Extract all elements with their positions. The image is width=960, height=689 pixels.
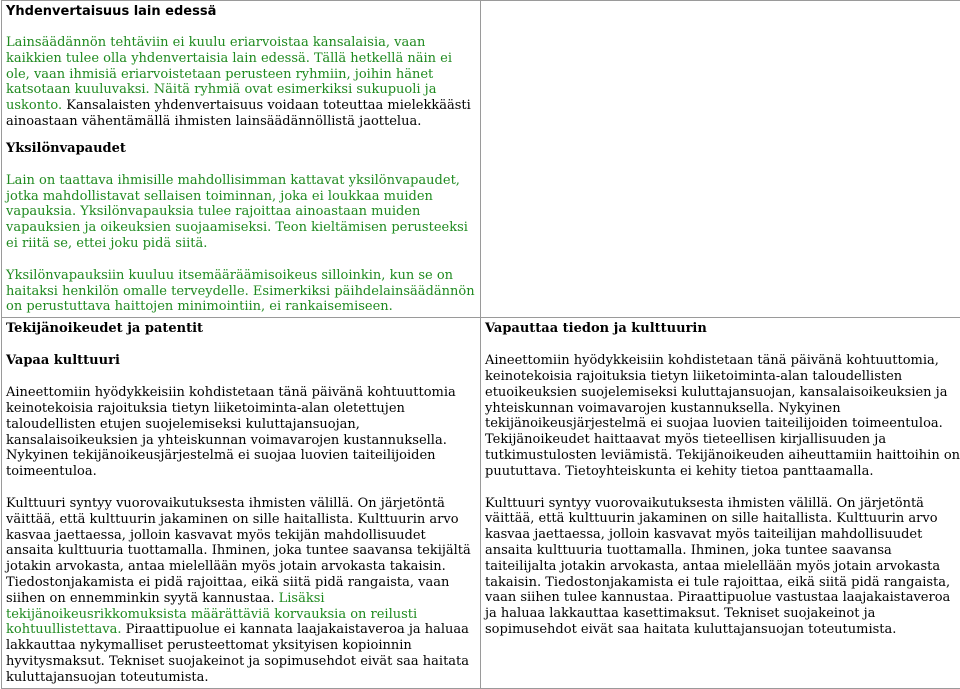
copyright-cell [2, 318, 481, 688]
liberate-paragraph-1: Aineettomiin hyödykkeisiin kohdistetaan tänä päivänä kohtuuttomia, keinotekoisia rajoituksia tietyn liiketoiminta-alan taloudellisten etuoikeuksien suojelemiseksi kuluttajansuojan, kansalaisoikeuksien ja yhteiskunnan voimavarojen kustannuksella. Nykyinen tekijänoikeusjärjestelmä ei suojaa luovien taiteilijoiden toimeentuloa. Tekijänoikeudet haittaavat myös tieteellisen kirjallisuuden ja tutkimustulosten leviämistä. Tekijänoikeuden aiheuttamiin haittoihin on puututtava. Tietoyhteiskunta ei kehity tietoa panttaamalla. [485, 353, 960, 479]
freedoms-subtitle: Yksilönvapaudet [6, 141, 476, 157]
culture-text-b: Piraattipuolue ei kannata laajakaistaveroa ja haluaa lakkauttaa nykymalliset perusteettomat yksityisen kopioinnin hyvitysmaksut. Tekniset suojakeinot ja sopimusehdot eivät saa haitata kuluttajansuojan toteutumista. [6, 622, 469, 684]
table-row [2, 1, 960, 318]
equality-paragraph [6, 35, 476, 130]
equality-text-black: Kansalaisten yhdenvertaisuus voidaan toteuttaa mielekkäästi ainoastaan vähentämällä ihmisten lainsäädännöllistä jaottelua. [6, 98, 471, 129]
section-title: Yhdenvertaisuus lain edessä [6, 4, 476, 20]
freedoms-paragraph: Lain on taattava ihmisille mahdollisimman kattavat yksilönvapaudet, jotka mahdollistavat sellaisen toiminnan, joka ei loukkaa muiden vapauksia. Yksilönvapauksia tulee rajoittaa ainoastaan muiden vapauksien ja oikeuksien suojaamiseksi. Teon kieltämisen perusteeksi ei riitä se, ettei joku pidä siitä. [6, 173, 476, 252]
liberate-cell [481, 318, 960, 688]
comparison-table [1, 0, 960, 689]
copyright-paragraph-1: Aineettomiin hyödykkeisiin kohdistetaan tänä päivänä kohtuuttomia keinotekoisia rajoituksia tietyn liiketoiminta-alan oletettujen taloudellisten etujen suojelemiseksi kuluttajansuojan, kansalaisoikeuksien ja yhteiskunnan voimavarojen kustannuksella. Nykyinen tekijänoikeusjärjestelmä ei suojaa luovien taiteilijoiden toimeentuloa. [6, 385, 476, 480]
copyright-heading: Tekijänoikeudet ja patentit [6, 321, 476, 337]
liberate-paragraph-2: Kulttuuri syntyy vuorovaikutuksesta ihmisten välillä. On järjetöntä väittää, että kulttuurin jakaminen on sille haitallista. Kulttuurin arvo kasvaa jaettaessa, jolloin kasvavat myös taiteilijan mahdollisuudet ansaita kulttuuria tuottamalla. Ihminen, joka tuntee saavansa taiteilijalta jotakin arvokasta, antaa mielellään myös jotain arvokasta takaisin. Tiedostonjakamista ei tule rajoittaa, eikä siitä pidä rangaista, vaan siihen tulee kannustaa. Piraattipuolue vastustaa laajakaistaveroa ja haluaa lakkauttaa kasettimaksut. Tekniset suojakeinot ja sopimusehdot eivät saa haitata kuluttajansuojan toteutumista. [485, 496, 960, 638]
culture-text-a: Kulttuuri syntyy vuorovaikutuksesta ihmisten välillä. On järjetöntä väittää, että kulttuurin jakaminen on sille haitallista. Kulttuurin arvo kasvaa jaettaessa, jolloin kasvavat myös tekijän mahdollisuudet ansaita kulttuuria tuottamalla. Ihminen, joka tuntee saavansa tekijältä jotakin arvokasta, antaa mielellään myös jotain arvokasta takaisin. Tiedostonjakamista ei pidä rajoittaa, eikä siitä pidä rangaista, vaan siihen on ennemminkin syytä kannustaa. [6, 496, 471, 606]
free-culture-subheading: Vapaa kulttuuri [6, 353, 476, 369]
copyright-paragraph-2 [6, 496, 476, 686]
empty-cell [481, 1, 960, 318]
table-row [2, 318, 960, 688]
self-determination-paragraph: Yksilönvapauksiin kuuluu itsemääräämisoikeus silloinkin, kun se on haitaksi henkilön omalle terveydelle. Esimerkiksi päihdelainsäädännön on perustuttava haittojen minimointiin, ei rankaisemiseen. [6, 268, 476, 315]
liberate-heading: Vapauttaa tiedon ja kulttuurin [485, 321, 960, 337]
equality-text-green: Lainsäädännön tehtäviin ei kuulu eriarvoistaa kansalaisia, vaan kaikkien tulee olla yhdenvertaisia lain edessä. Tällä hetkellä näin ei ole, vaan ihmisiä eriarvoistetaan perusteen ryhmiin, joihin hänet katsotaan kuuluvaksi. Näitä ryhmiä ovat esimerkiksi sukupuoli ja uskonto. [6, 35, 452, 113]
section-equality-cell [2, 1, 481, 318]
culture-text-green: Lisäksi tekijänoikeusrikkomuksista määrättäviä korvauksia on reilusti kohtuullistettava. [6, 591, 417, 638]
